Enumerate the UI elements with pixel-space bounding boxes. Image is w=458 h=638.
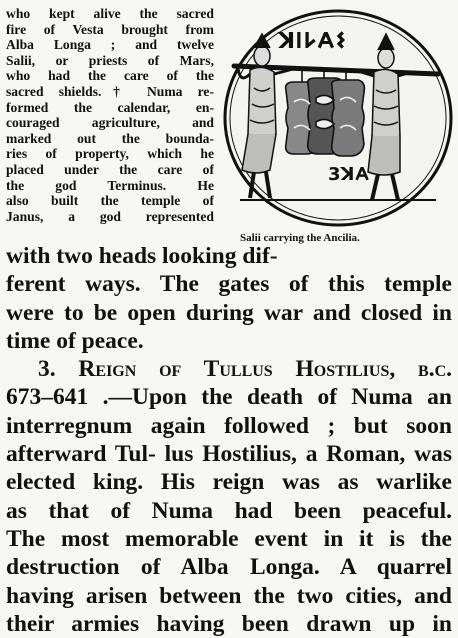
narrow-text-column: [6, 6, 214, 224]
text-line: having arisen between the two cities, and: [6, 582, 452, 609]
text-line: ferent ways. The gates of this temple: [6, 271, 452, 298]
text-line: afterward Tul- lus Hostilius, a Roman, was: [6, 441, 452, 468]
top-inscription: ꓘ𐌉𐌋𐌀𐌔: [278, 29, 347, 54]
salii-illustration: [220, 4, 456, 252]
text-line: sacred shields.† Numa re-: [6, 83, 214, 99]
text-line: their armies having been drawn up in: [6, 610, 452, 637]
text-line: elected king. His reign was as warlike: [6, 469, 452, 496]
text-line: fire of Vesta brought from: [6, 21, 214, 37]
main-text-column: [6, 242, 452, 638]
engraving-image: [220, 4, 456, 244]
ancilia-shields: [286, 68, 365, 156]
section-heading: [6, 355, 452, 383]
section-title: Reign of Tullus Hostilius,: [78, 356, 396, 383]
text-line: destruction of Alba Longa. A quarrel: [6, 554, 452, 581]
text-line: who had the care of the: [6, 68, 214, 84]
text-line: formed the calendar, en-: [6, 99, 214, 115]
text-line: who kept alive the sacred: [6, 6, 214, 21]
text-line: 673–641 .—Upon the death of Numa an: [6, 384, 452, 411]
text-line: placed under the care of: [6, 161, 214, 177]
figure-caption: Salii carrying the Ancilia.: [240, 232, 360, 244]
text-line: with two heads looking dif-: [6, 243, 278, 269]
section-era: b.c.: [418, 356, 452, 383]
text-line: couraged agriculture, and: [6, 115, 214, 131]
text-line: Janus, a god represented: [6, 208, 214, 224]
text-line: were to be open during war and closed in: [6, 299, 452, 326]
text-line: also built the temple of: [6, 193, 214, 209]
text-line: marked out the bounda-: [6, 130, 214, 146]
text-line: The most memorable event in it is the: [6, 525, 452, 552]
section-number: 3.: [38, 356, 56, 383]
text-line: ries of property, which he: [6, 146, 214, 162]
bottom-inscription: 3ꓘ𐌀: [328, 164, 370, 185]
text-line: as that of Numa had been peaceful.: [6, 497, 452, 524]
text-line: time of peace.: [6, 327, 144, 354]
text-line: the god Terminus. He: [6, 177, 214, 193]
text-line: Alba Longa ; and twelve: [6, 37, 214, 53]
text-line: interregnum again followed ; but soon: [6, 412, 452, 439]
text-line: Salii, or priests of Mars,: [6, 52, 214, 68]
